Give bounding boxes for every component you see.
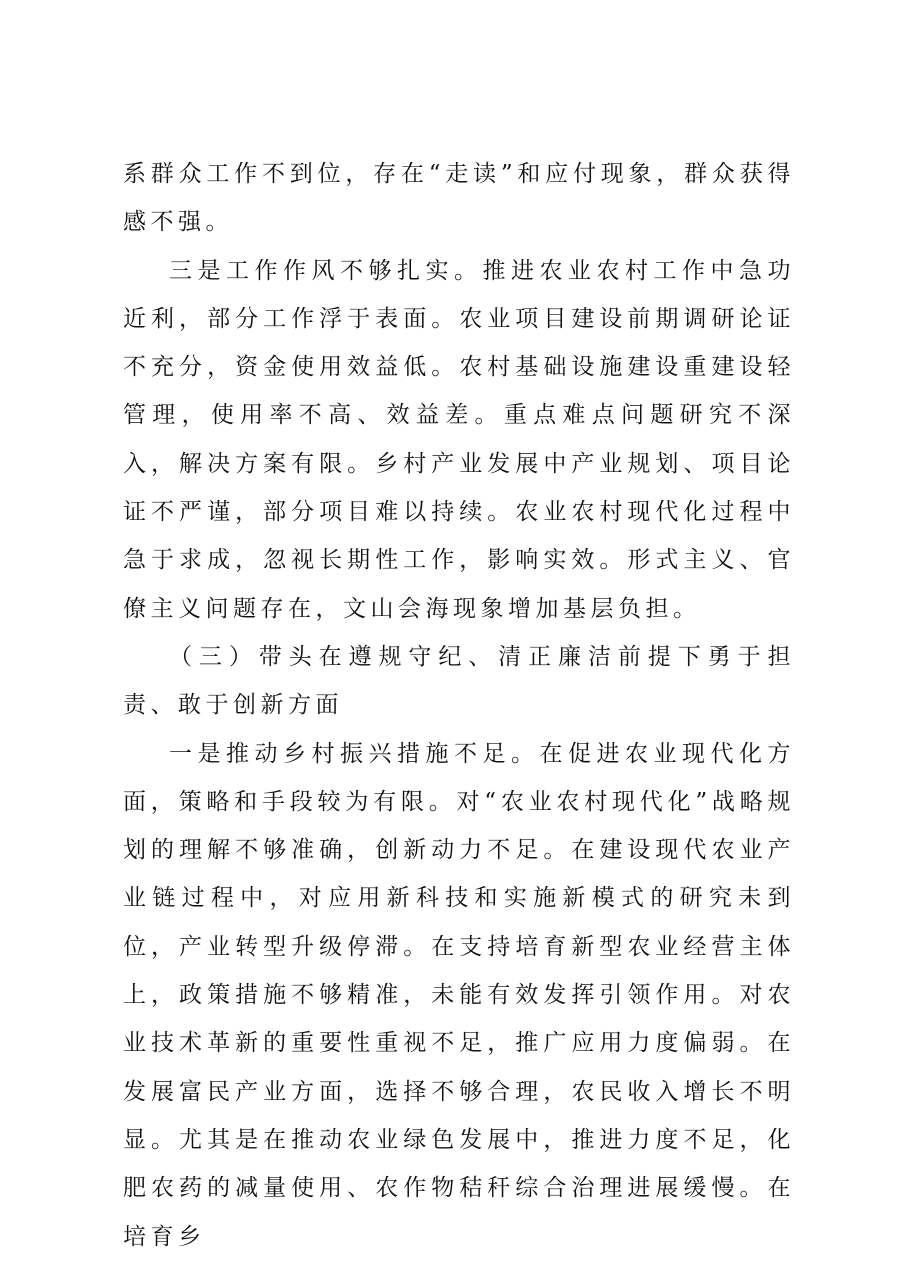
paragraph-continuation: 系群众工作不到位，存在“走读”和应付现象，群众获得感不强。 — [123, 161, 795, 236]
document-body — [123, 150, 795, 1261]
section-heading-three: （三）带头在遵规守纪、清正廉洁前提下勇于担责、敢于创新方面 — [123, 643, 795, 719]
paragraph-work-style: 三是工作作风不够扎实。推进农业农村工作中急功近利，部分工作浮于表面。农业项目建设前期调研论证不充分，资金使用效益低。农村基础设施建设重建设轻管理，使用率不高、效益差。重点难点问题研究不深入，解决方案有限。乡村产业发展中产业规划、项目论证不严谨，部分项目难以持续。农业农村现代化过程中急于求成，忽视长期性工作，影响实效。形式主义、官僚主义问题存在，文山会海现象增加基层负担。 — [123, 257, 795, 622]
paragraph-rural-revitalization: 一是推动乡村振兴措施不足。在促进农业现代化方面，策略和手段较为有限。对“农业农村现代化”战略规划的理解不够准确，创新动力不足。在建设现代农业产业链过程中，对应用新科技和实施新模式的研究未到位，产业转型升级停滞。在支持培育新型农业经营主体上，政策措施不够精准，未能有效发挥引领作用。对农业技术革新的重要性重视不足，推广应用力度偏弱。在发展富民产业方面，选择不够合理，农民收入增长不明显。尤其是在推动农业绿色发展中，推进力度不足，化肥农药的减量使用、农作物秸秆综合治理进展缓慢。在培育乡 — [123, 740, 795, 1250]
